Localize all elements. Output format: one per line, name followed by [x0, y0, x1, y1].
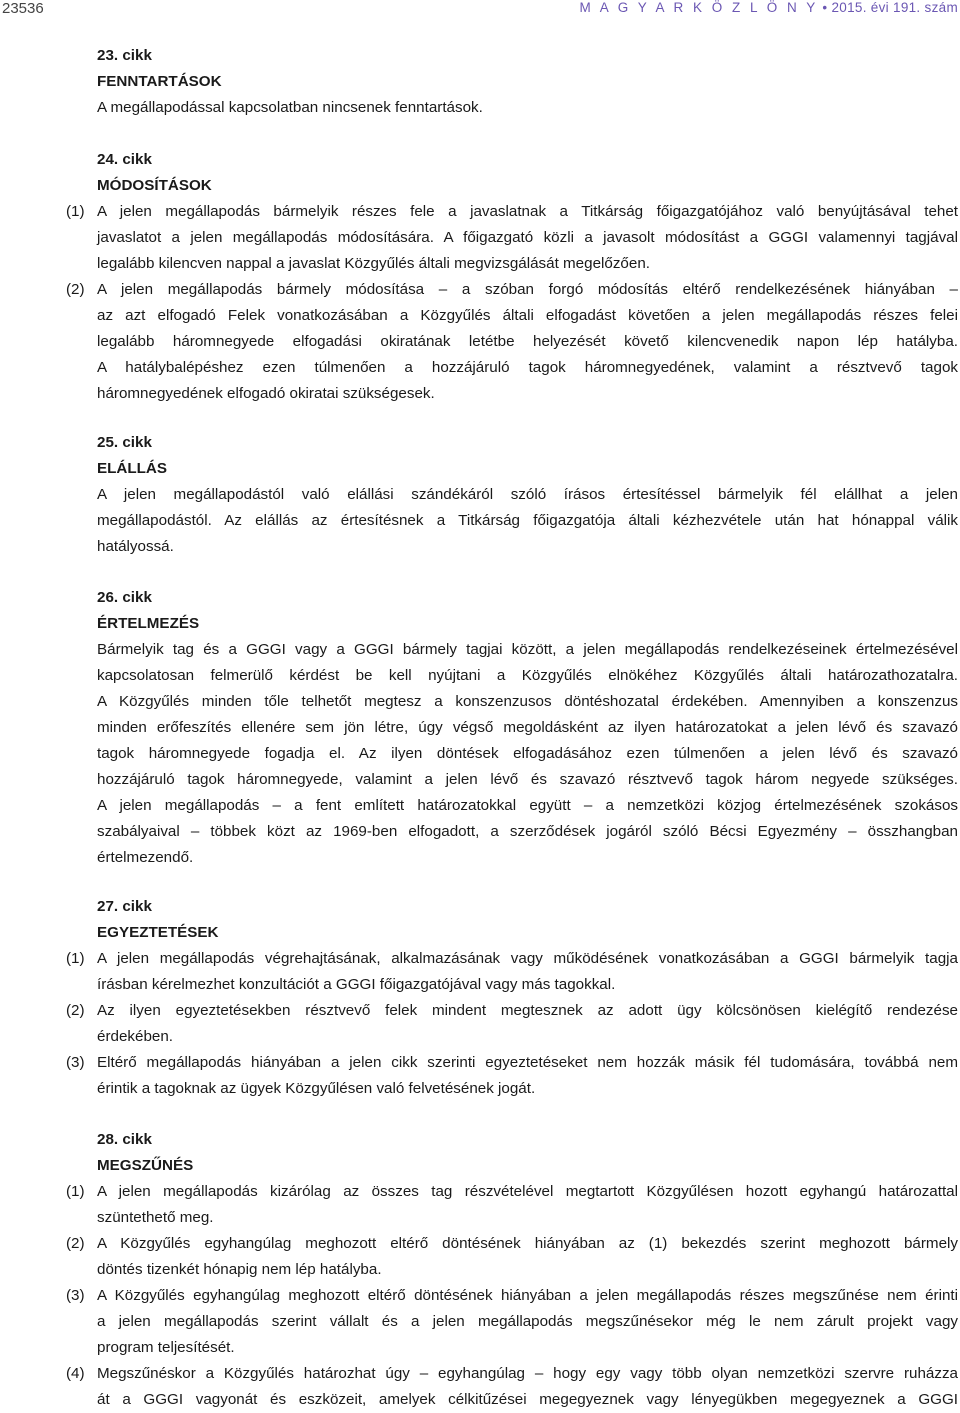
- paragraph-line: Bármelyik tag és a GGGI vagy a GGGI bármely tagjai között, a jelen megállapodás rendelkezéseinek értelmezésével: [97, 641, 958, 658]
- publication-title: [579, 0, 958, 15]
- article-title: MÓDOSÍTÁSOK: [97, 177, 212, 194]
- clause-line: döntés tizenkét hónapig nem lép hatályba.: [97, 1261, 382, 1278]
- clause-line: A Közgyűlés egyhangúlag meghozott eltérő döntésének hiányában a jelen megállapodás részes megszűnése nem érinti: [97, 1287, 958, 1304]
- clause-line: A jelen megállapodás bármely módosítása – a szóban forgó módosítás eltérő rendelkezésének hiányában –: [97, 281, 958, 298]
- clause-line: Eltérő megállapodás hiányában a jelen cikk szerinti egyeztetéseket nem hozzák másik fél tudomására, továbbá nem: [97, 1054, 958, 1071]
- paragraph-line: szabályaival – többek közt az 1969-ben elfogadott, a szerződések jogáról szóló Bécsi Egyezmény – összhangban: [97, 823, 958, 840]
- paragraph-line: értelmezendő.: [97, 849, 194, 866]
- clause-number: (3): [66, 1287, 85, 1304]
- clause-line: Az ilyen egyeztetésekben résztvevő felek mindent megtesznek az adott ügy kölcsönösen kielégítő rendezése: [97, 1002, 958, 1019]
- clause-line: legalább háromnegyede elfogadási okiratának letétbe helyezését követő kilencvenedik napon lép hatályba.: [97, 333, 958, 350]
- article-heading: 24. cikk: [97, 151, 152, 168]
- clause-number: (1): [66, 203, 85, 220]
- clause-line: Megszűnéskor a Közgyűlés határozhat úgy – egyhangúlag – hogy egy vagy több olyan nemzetközi szervre ruházza: [97, 1365, 958, 1382]
- paragraph-line: A jelen megállapodás – a fent említett határozatokkal együtt – a nemzetközi közjog értelmezésének szokásos: [97, 797, 958, 814]
- paragraph-line: megállapodástól. Az elállás az értesítésnek a Titkárság főigazgatója általi kézhezvétele után hat hónappal válik: [97, 512, 958, 529]
- clause-line: javaslatot a jelen megállapodás módosítására. A főigazgató közli a javasolt módosítást a GGGI valamennyi tagjával: [97, 229, 958, 246]
- clause-line: szüntethető meg.: [97, 1209, 214, 1226]
- article-title: MEGSZŰNÉS: [97, 1157, 194, 1174]
- article-title: EGYEZTETÉSEK: [97, 924, 219, 941]
- article-heading: 23. cikk: [97, 47, 152, 64]
- clause-number: (4): [66, 1365, 85, 1382]
- article-title: FENNTARTÁSOK: [97, 73, 222, 90]
- page-header: [0, 0, 960, 24]
- article-heading: 25. cikk: [97, 434, 152, 451]
- clause-line: érdekében.: [97, 1028, 173, 1045]
- paragraph-line: A jelen megállapodástól való elállási szándékáról szóló írásos értesítéssel bármelyik fél elállhat a jelen: [97, 486, 958, 503]
- clause-line: a jelen megállapodás szerint vállalt és a jelen megállapodás megszűnésekor még le nem zárult projekt vagy: [97, 1313, 958, 1330]
- clause-line: háromnegyedének elfogadó okiratai szükségesek.: [97, 385, 435, 402]
- journal-name: M A G Y A R K Ö Z L Ö N Y: [579, 0, 819, 15]
- clause-line: A jelen megállapodás végrehajtásának, alkalmazásának vagy működésének vonatkozásában a GGGI bármelyik tagja: [97, 950, 958, 967]
- paragraph-line: kapcsolatosan felmerülő kérdést be kell nyújtani a Közgyűlés elnökéhez Közgyűlés általi határozathozatalra.: [97, 667, 958, 684]
- clause-number: (1): [66, 1183, 85, 1200]
- clause-line: legalább kilencven nappal a javaslat Közgyűlés általi megvizsgálását megelőzően.: [97, 255, 650, 272]
- page-number: 23536: [2, 0, 44, 17]
- clause-number: (2): [66, 1235, 85, 1252]
- clause-line: A jelen megállapodás kizárólag az összes tag részvételével megtartott Közgyűlésen hozott egyhangú határozattal: [97, 1183, 958, 1200]
- paragraph-line: tagok háromnegyede fogadja el. Az ilyen döntések elfogadásához ezen túlmenően a jelen lévő és szavazó: [97, 745, 958, 762]
- clause-line: érintik a tagoknak az ügyek Közgyűlésen való felvetésének jogát.: [97, 1080, 536, 1097]
- clause-line: program teljesítését.: [97, 1339, 235, 1356]
- article-heading: 28. cikk: [97, 1131, 152, 1148]
- clause-line: az azt elfogadó Felek vonatkozásában a Közgyűlés általi elfogadást követően a jelen megállapodás részes felei: [97, 307, 958, 324]
- clause-line: A jelen megállapodás bármelyik részes fele a javaslatnak a Titkárság főigazgatójához való benyújtásával tehet: [97, 203, 958, 220]
- clause-line: írásban kérelmezhet konzultációt a GGGI főigazgatójával vagy más tagokkal.: [97, 976, 616, 993]
- paragraph-line: A megállapodással kapcsolatban nincsenek fenntartások.: [97, 99, 483, 116]
- article-heading: 26. cikk: [97, 589, 152, 606]
- paragraph-line: A Közgyűlés minden tőle telhetőt megtesz a konszenzusos döntéshozatal érdekében. Amennyiben a konszenzus: [97, 693, 958, 710]
- separator-bullet: •: [822, 0, 828, 15]
- paragraph-line: hozzájáruló tagok háromnegyede, valamint a jelen lévő és szavazó résztvevő tagok három negyede szükséges.: [97, 771, 958, 788]
- clause-number: (1): [66, 950, 85, 967]
- article-title: ELÁLLÁS: [97, 460, 168, 477]
- clause-line: A Közgyűlés egyhangúlag meghozott eltérő döntésének hiányában az (1) bekezdés szerint meghozott bármely: [97, 1235, 958, 1252]
- paragraph-line: minden erőfeszítés ellenére sem jön létre, úgy végső megoldásként az ilyen határozatokat a jelen lévő és szavazó: [97, 719, 958, 736]
- paragraph-line: hatályossá.: [97, 538, 174, 555]
- issue-label: 2015. évi 191. szám: [831, 0, 958, 15]
- clause-line: A hatálybalépéshez ezen túlmenően a hozzájáruló tagok háromnegyedének, valamint a résztvevő tagok: [97, 359, 958, 376]
- clause-number: (2): [66, 1002, 85, 1019]
- clause-number: (3): [66, 1054, 85, 1071]
- clause-line: át a GGGI vagyonát és eszközeit, amelyek célkitűzései megegyeznek vagy lényegükben megegyeznek a GGGI: [97, 1391, 958, 1408]
- article-title: ÉRTELMEZÉS: [97, 615, 200, 632]
- article-heading: 27. cikk: [97, 898, 152, 915]
- clause-number: (2): [66, 281, 85, 298]
